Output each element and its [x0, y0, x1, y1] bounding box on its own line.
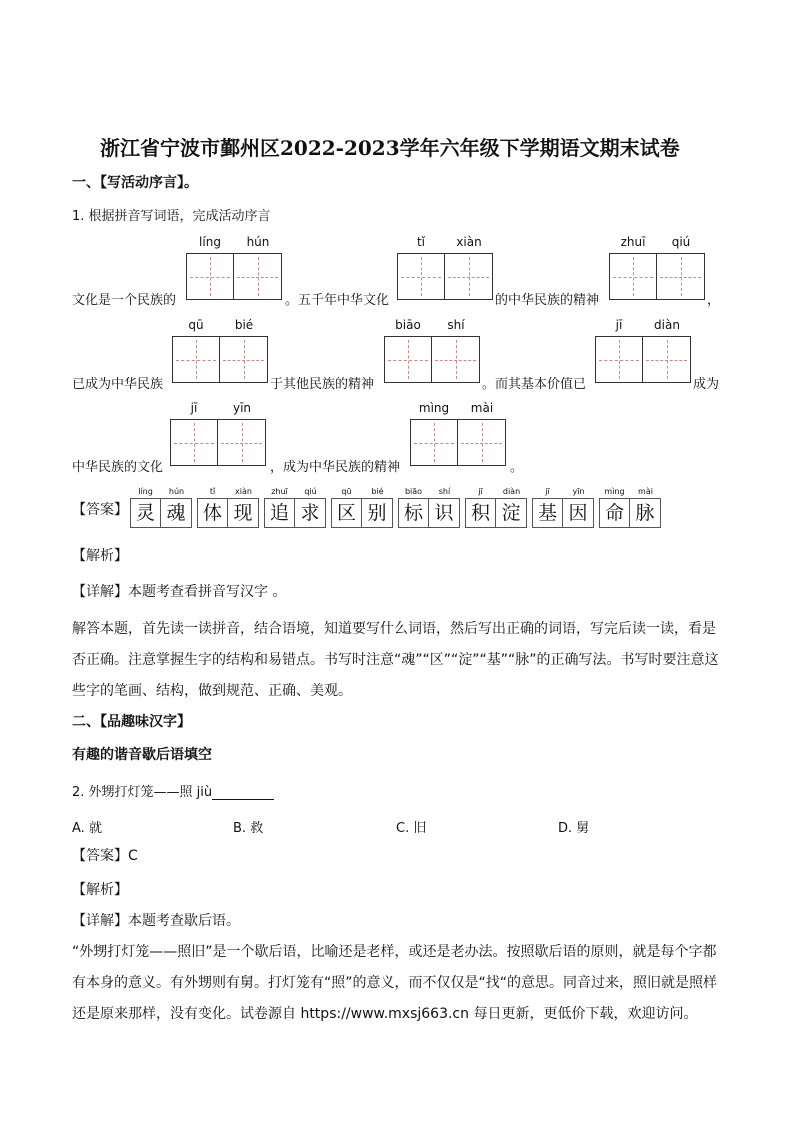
answer-pinyin-row	[398, 486, 460, 498]
answer-pinyin: qū	[341, 487, 352, 496]
option-b[interactable]	[233, 817, 263, 836]
writing-grid[interactable]	[595, 336, 691, 383]
pinyin: zhuī	[620, 235, 646, 249]
answer-pinyin: xiàn	[235, 487, 252, 496]
pinyin: qiú	[671, 235, 691, 249]
writing-grid[interactable]	[609, 253, 705, 300]
section2-heading: 二、【品趣味汉字】	[72, 714, 191, 730]
q2-explanation: “外甥打灯笼——照旧”是一个歇后语，比喻还是老样，或还是老办法。按照歇后语的原则，就是每个字都有本身的意义。有外甥则有舅。打灯笼有“照”的意义，而不仅仅是“找“的意思。同音过来，照旧就是照样还是原来那样，没有变化。试卷源自 https://www.mxsj663.cn 每日更新，更低价下载，欢迎访问。	[72, 944, 718, 1022]
row3-text-3: 。	[510, 460, 524, 475]
answer-character: 积	[465, 498, 496, 528]
answer-pinyin: zhuī	[271, 487, 288, 496]
writing-grid[interactable]	[397, 253, 493, 300]
pinyin: hún	[246, 235, 270, 249]
q1-prompt: 1. 根据拼音写词语，完成活动序言	[72, 209, 271, 224]
row1-pinyin-2	[397, 235, 493, 249]
pinyin: mài	[470, 401, 494, 415]
row3-text-2: ，成为中华民族的精神	[270, 460, 401, 475]
pinyin: shí	[447, 318, 465, 332]
row1-text-4: ，	[707, 293, 721, 308]
q2-detail: 【详解】本题考查歇后语。	[72, 913, 240, 929]
pinyin: líng	[199, 235, 221, 249]
pinyin: biāo	[395, 318, 421, 332]
answer-character: 别	[362, 498, 393, 528]
answer-cell-row	[532, 498, 594, 528]
pinyin: qū	[188, 318, 204, 332]
answer-character: 淀	[496, 498, 527, 528]
option-letter: B.	[233, 821, 247, 836]
answer-grids	[130, 486, 666, 528]
writing-grid[interactable]	[172, 336, 268, 383]
row2-text-1: 已成为中华民族	[72, 377, 164, 392]
option-d[interactable]	[558, 817, 589, 836]
answer-group	[264, 486, 326, 528]
answer-group	[532, 486, 594, 528]
answer-character: 识	[429, 498, 460, 528]
row1-text-1: 文化是一个民族的	[72, 293, 177, 308]
writing-grid[interactable]	[384, 336, 480, 383]
row1-text-2: 。五千年中华文化	[285, 293, 390, 308]
pinyin: tǐ	[416, 235, 426, 249]
answer-pinyin: mìng	[604, 487, 625, 496]
row3-pinyin-1	[170, 401, 266, 415]
answer-character: 现	[228, 498, 259, 528]
answer-cell-row	[264, 498, 326, 528]
row2-text-4: 成为	[693, 377, 720, 392]
answer-group	[331, 486, 393, 528]
answer-character: 魂	[161, 498, 192, 528]
detail-text: 【详解】本题考查看拼音写汉字 。	[72, 584, 287, 600]
answer-pinyin: líng	[138, 487, 153, 496]
answer-character: 求	[295, 498, 326, 528]
answer-pinyin: bié	[371, 487, 384, 496]
analysis-label: 【解析】	[72, 548, 128, 564]
q2-prompt-text: 2. 外甥打灯笼——照 jiù	[72, 785, 213, 800]
answer-group	[197, 486, 259, 528]
pinyin: diàn	[654, 318, 680, 332]
answer-group	[130, 486, 192, 528]
answer-pinyin: yīn	[572, 487, 585, 496]
row2-pinyin-1	[172, 318, 268, 332]
writing-grid[interactable]	[410, 419, 506, 466]
row3-pinyin-2	[410, 401, 506, 415]
answer-pinyin-row	[197, 486, 259, 498]
pinyin: jī	[615, 318, 623, 332]
answer-pinyin-row	[599, 486, 661, 498]
pinyin: bié	[234, 318, 254, 332]
answer-pinyin: jī	[545, 487, 550, 496]
section1-heading: 一、【写活动序言】。	[72, 175, 198, 191]
answer-group	[398, 486, 460, 528]
answer-character: 基	[532, 498, 563, 528]
q2-analysis-label: 【解析】	[72, 882, 128, 898]
answer-cell-row	[599, 498, 661, 528]
answer-pinyin-row	[465, 486, 527, 498]
explanation-text: 解答本题，首先读一读拼音，结合语境，知道要写什么词语，然后写出正确的词语，写完后读一读，看是否正确。注意掌握生字的结构和易错点。书写时注意“魂”“区”“淀”“基”“脉”的正确写法。书写时要注意这些字的笔画、结构，做到规范、正确、美观。	[72, 621, 719, 699]
answer-character: 标	[398, 498, 429, 528]
page-title: 浙江省宁波市鄞州区2022-2023学年六年级下学期语文期末试卷	[100, 136, 680, 160]
option-c[interactable]	[396, 817, 426, 836]
answer-blank[interactable]	[212, 785, 274, 800]
section2-subheading: 有趣的谐音歇后语填空	[72, 747, 212, 763]
answer-cell-row	[130, 498, 192, 528]
answer-character: 灵	[130, 498, 161, 528]
answer-pinyin: qiú	[304, 487, 317, 496]
option-a[interactable]	[72, 817, 102, 836]
answer-character: 追	[264, 498, 295, 528]
writing-grid[interactable]	[170, 419, 266, 466]
answer-group	[465, 486, 527, 528]
answer-character: 因	[563, 498, 594, 528]
row2-text-2: 于其他民族的精神	[270, 377, 375, 392]
option-text: 就	[88, 821, 102, 836]
answer-cell-row	[465, 498, 527, 528]
answer-pinyin: biāo	[404, 487, 423, 496]
answer-cell-row	[398, 498, 460, 528]
row2-pinyin-2	[384, 318, 480, 332]
answer-pinyin: mài	[638, 487, 653, 496]
row2-text-3: 。而其基本价值已	[482, 377, 587, 392]
answer-pinyin: diàn	[502, 487, 521, 496]
answer-pinyin: hún	[168, 487, 185, 496]
row1-pinyin-3	[609, 235, 705, 249]
answer-cell-row	[331, 498, 393, 528]
answer-character: 体	[197, 498, 228, 528]
answer-cell-row	[197, 498, 259, 528]
pinyin: xiàn	[456, 235, 482, 249]
option-text: 救	[250, 821, 264, 836]
option-letter: D.	[558, 821, 573, 836]
option-letter: C.	[396, 821, 410, 836]
q2-answer: 【答案】C	[72, 848, 138, 864]
answer-character: 区	[331, 498, 362, 528]
writing-grid[interactable]	[186, 253, 282, 300]
row1-text-3: 的中华民族的精神	[495, 293, 600, 308]
pinyin: mìng	[418, 401, 450, 415]
row1-pinyin-1	[186, 235, 282, 249]
row2-pinyin-3	[595, 318, 691, 332]
option-text: 舅	[576, 821, 590, 836]
option-text: 旧	[413, 821, 427, 836]
answer-character: 脉	[630, 498, 661, 528]
answer-pinyin: jī	[478, 487, 483, 496]
answer-pinyin-row	[264, 486, 326, 498]
q2-prompt	[72, 781, 274, 800]
answer-pinyin-row	[130, 486, 192, 498]
pinyin: yīn	[232, 401, 252, 415]
answer-group	[599, 486, 661, 528]
option-letter: A.	[72, 821, 85, 836]
pinyin: jī	[190, 401, 198, 415]
answer-pinyin: tǐ	[209, 487, 216, 496]
answer-character: 命	[599, 498, 630, 528]
answer-pinyin: shí	[438, 487, 451, 496]
answer-label: 【答案】	[72, 502, 128, 518]
answer-pinyin-row	[532, 486, 594, 498]
row3-text-1: 中华民族的文化	[72, 460, 164, 475]
answer-pinyin-row	[331, 486, 393, 498]
